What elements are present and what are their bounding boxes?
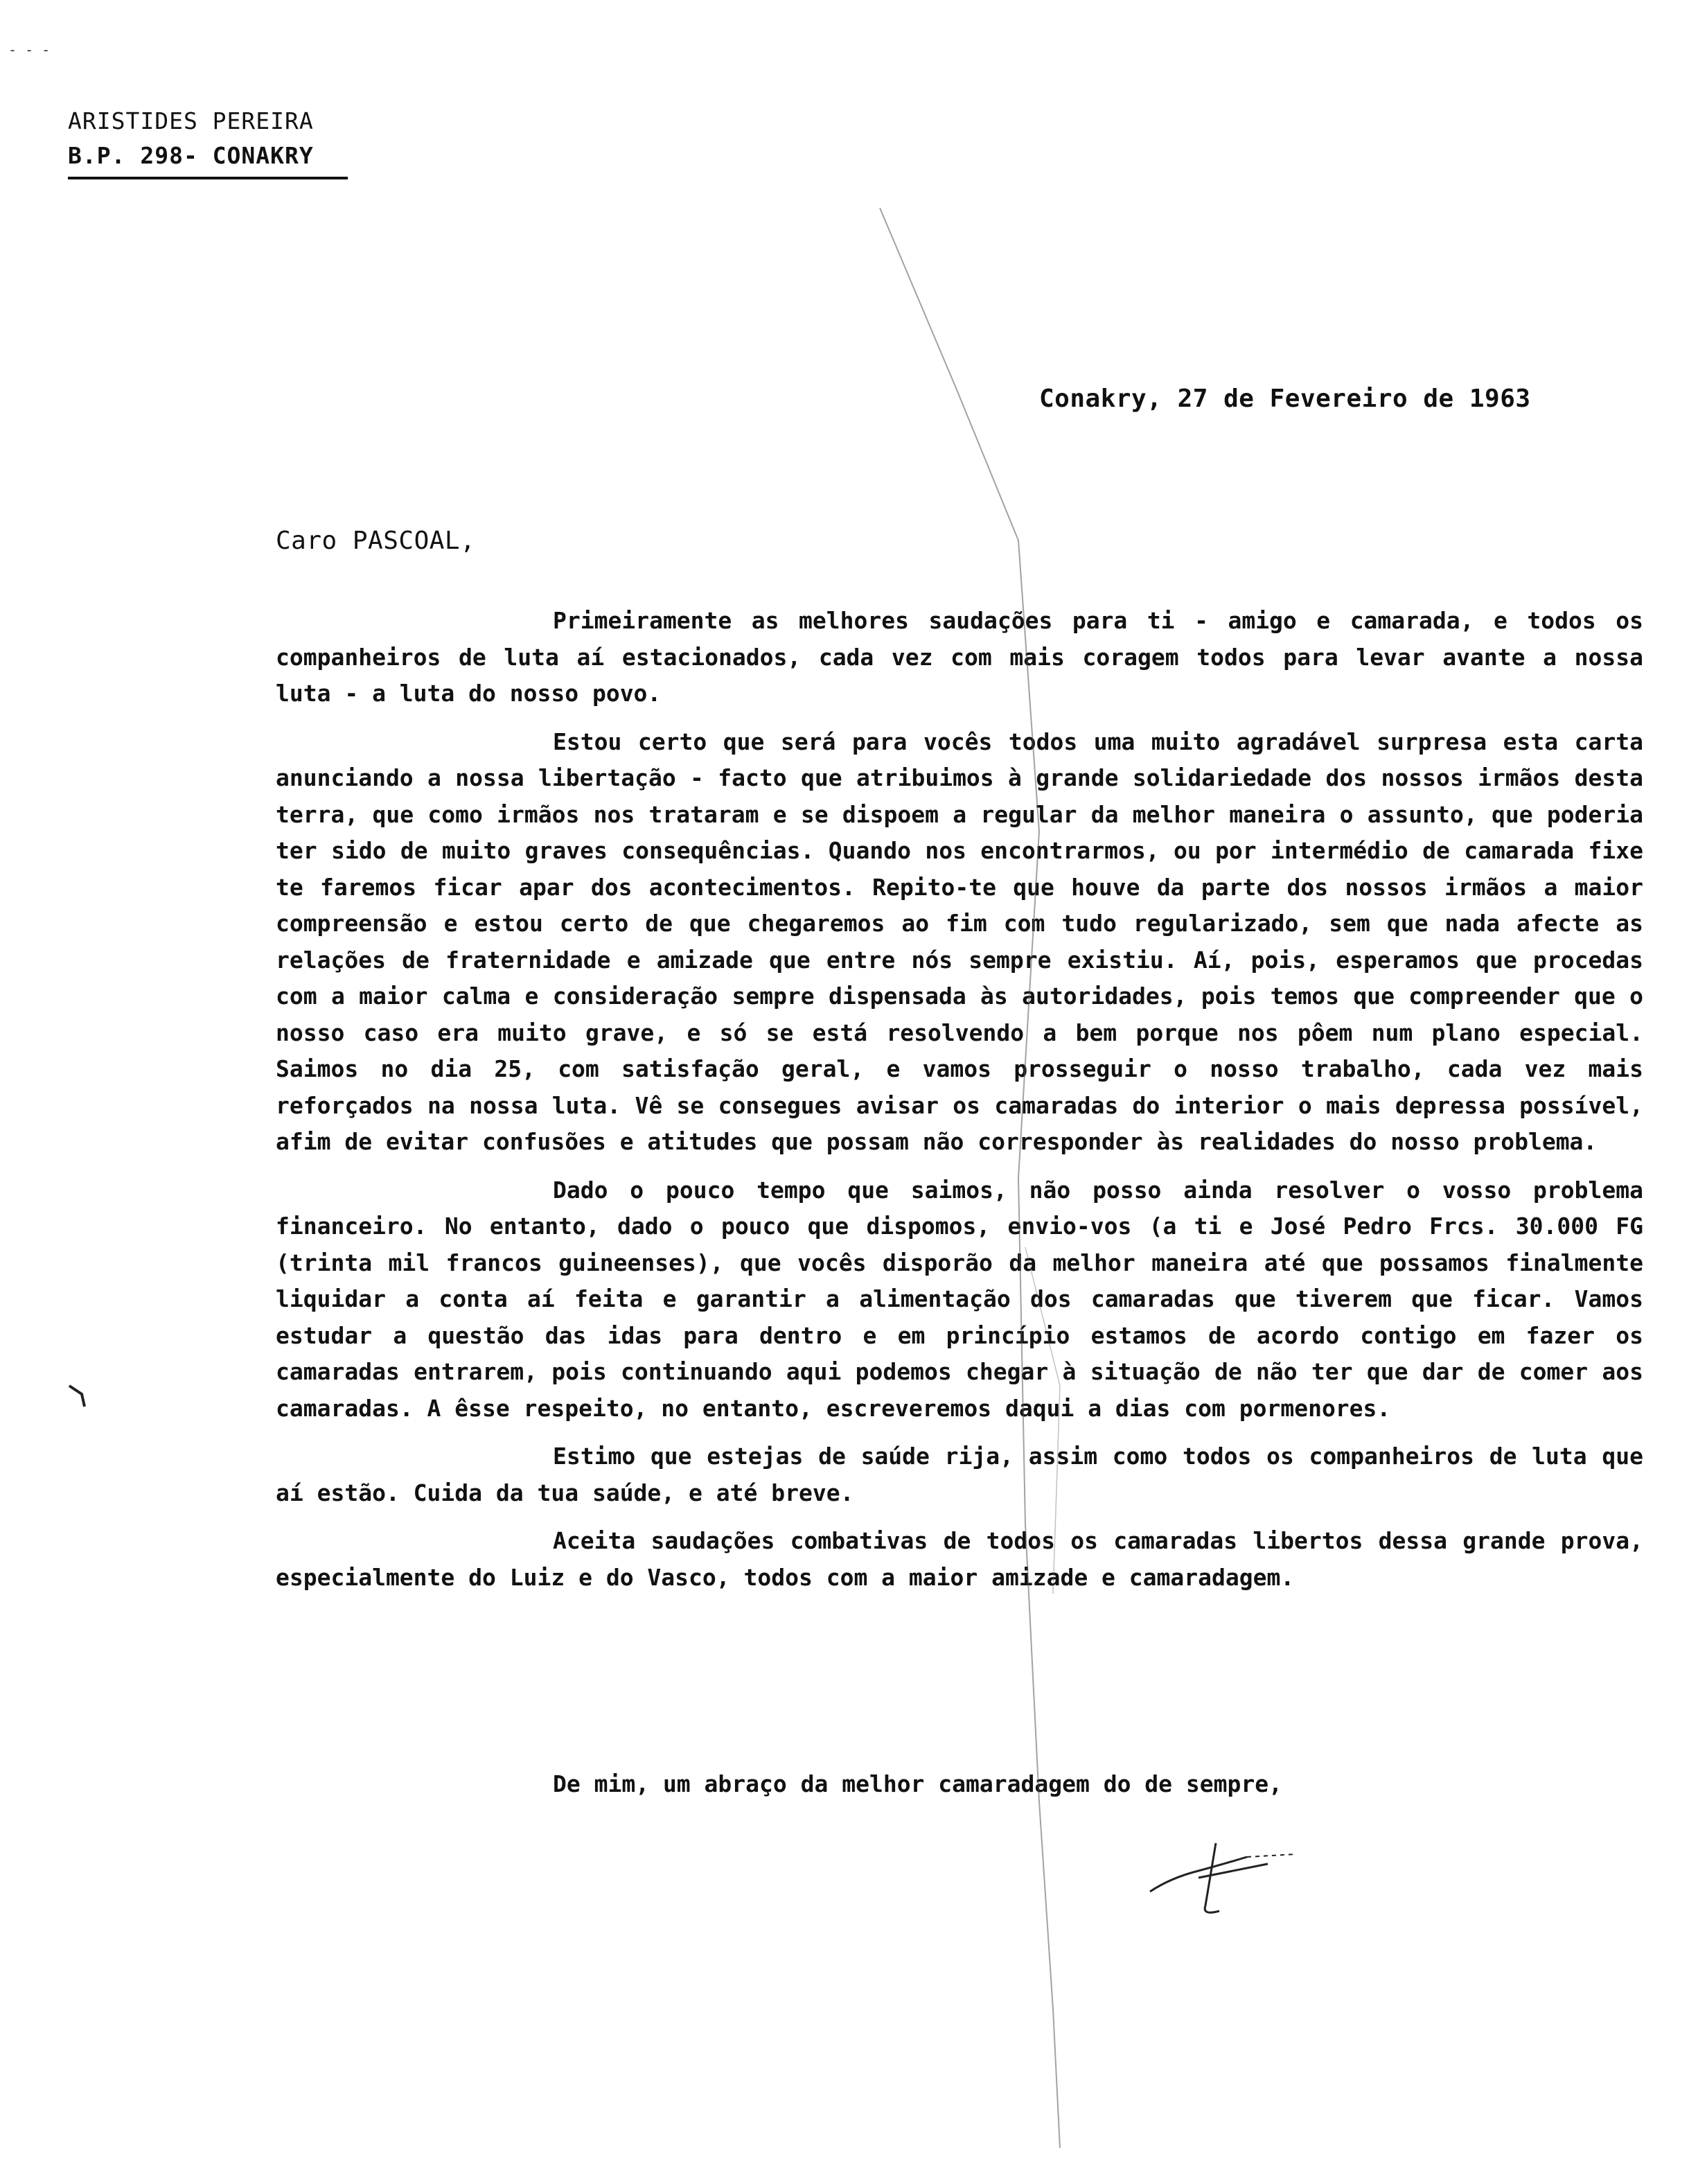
salutation: Caro PASCOAL, [276,527,476,555]
paragraph: Primeiramente as melhores saudações para ti - amigo e camarada, e todos os companheiros de luta aí estacionados, cada vez com mais coragem todos para levar avante a nossa luta - a luta do nosso povo. [276,607,1643,707]
scan-mark: - - - [8,42,51,58]
paragraph: Estimo que estejas de saúde rija, assim como todos os companheiros de luta que aí estão. Cuida da tua saúde, e até breve. [276,1443,1643,1506]
paragraph: Estou certo que será para vocês todos uma muito agradável surpresa esta carta anunciando a nossa libertação - facto que atribuimos à grande solidariedade dos nossos irmãos desta terra, que como irmãos nos trataram e se dispoem a regular da melhor maneira o assunto, que poderia ter sido de muito graves consequências. Quando nos encontrarmos, ou por intermédio de camarada fixe te faremos ficar apar dos acontecimentos. Repito-te que houve da parte dos nossos irmãos a maior compreensão e estou certo de que chegaremos ao fim com tudo regularizado, sem que nada afecte as relações de fraternidade e amizade que entre nós sempre existiu. Aí, pois, esperamos que procedas com a maior calma e consideração sempre dispensada às autoridades, pois temos que compreender que o nosso caso era muito grave, e só se está resolvendo a bem porque nos pôem num plano especial. Saimos no dia 25, com satisfação geral, e vamos prosseguir o nosso trabalho, cada vez mais reforçados na nossa luta. Vê se consegues avisar os camaradas do interior o mais depressa possível, afim de evitar confusões e atitudes que possam não corresponder às realidades do nosso problema. [276,728,1643,1155]
sender-address: B.P. 298- CONAKRY [68,142,314,169]
paragraph: Aceita saudações combativas de todos os camaradas libertos dessa grande prova, especialmente do Luiz e do Vasco, todos com a maior amizade e camaradagem. [276,1527,1643,1591]
closing-line: De mim, um abraço da melhor camaradagem do de sempre, [553,1770,1282,1797]
paragraph: Dado o pouco tempo que saimos, não posso ainda resolver o vosso problema financeiro. No entanto, dado o pouco que dispomos, envio-vos (a ti e José Pedro Frcs. 30.000 FG (trinta mil francos guineenses), que vocês disporão da melhor maneira até que possamos finalmente liquidar a conta aí feita e garantir a alimentação dos camaradas que tiverem que ficar. Vamos estudar a questão das idas para dentro e em princípio estamos de acordo contigo em fazer os camaradas entrarem, pois continuando aqui podemos chegar à situação de não ter que dar de comer aos camaradas. A êsse respeito, no entanto, escreveremos daqui a dias com pormenores. [276,1176,1643,1422]
dateline: Conakry, 27 de Fevereiro de 1963 [1039,385,1531,413]
sender-name: ARISTIDES PEREIRA [68,107,314,134]
